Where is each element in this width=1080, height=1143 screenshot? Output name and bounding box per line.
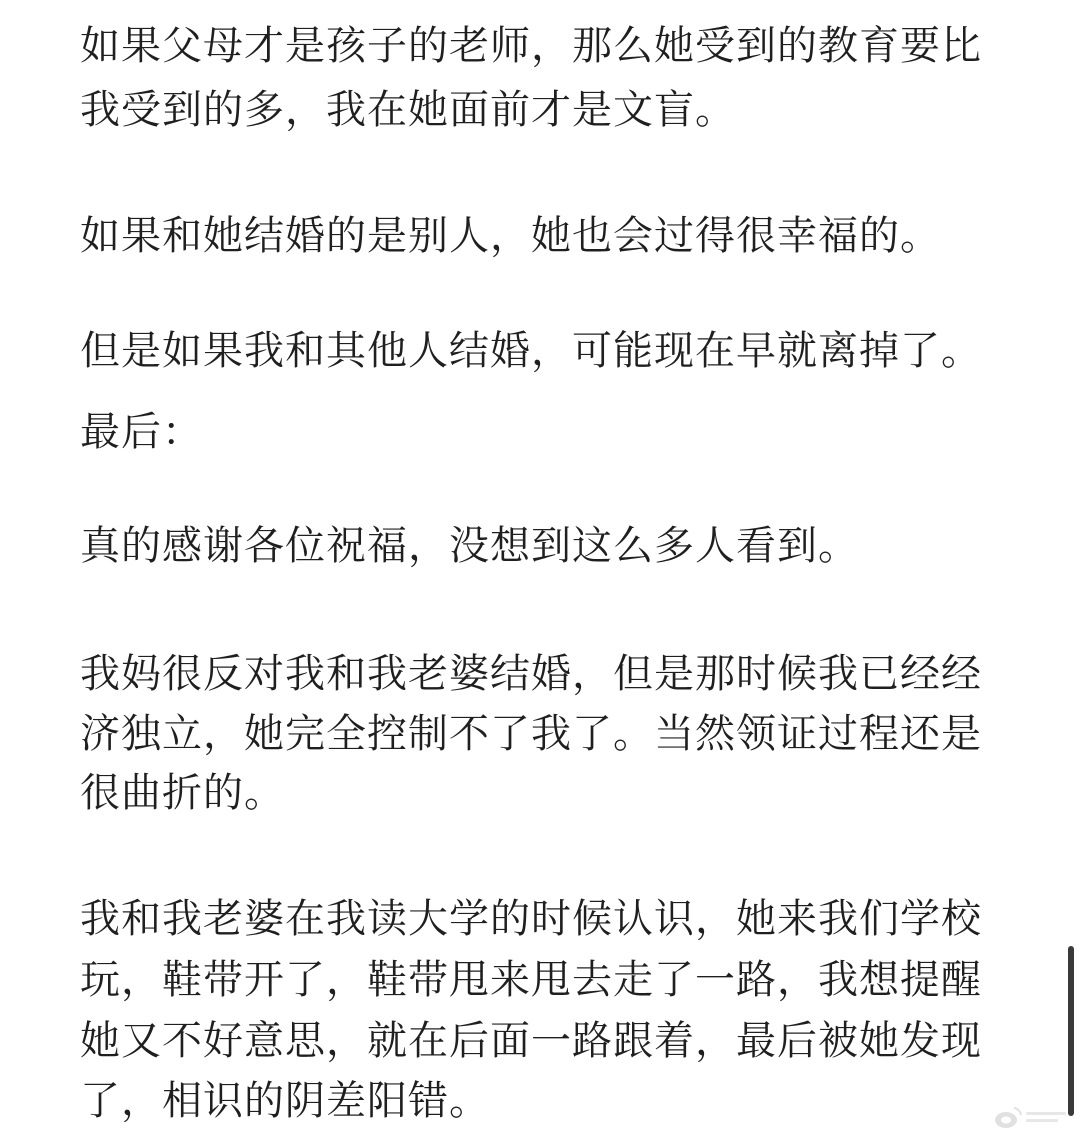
- post-line: 很曲折的。: [80, 770, 285, 816]
- post-line: 真的感谢各位祝福，没想到这么多人看到。: [80, 523, 859, 569]
- post-line: 她又不好意思，就在后面一路跟着，最后被她发现: [80, 1018, 982, 1064]
- watermark: [980, 1097, 1080, 1143]
- post-line: 玩，鞋带开了，鞋带甩来甩去走了一路，我想提醒: [80, 957, 982, 1003]
- weibo-logo-icon: [992, 1104, 1070, 1136]
- post-line: 但是如果我和其他人结婚，可能现在早就离掉了。: [80, 328, 982, 374]
- post-line: 了，相识的阴差阳错。: [80, 1078, 490, 1124]
- post-line: 济独立，她完全控制不了我了。当然领证过程还是: [80, 711, 982, 757]
- post-line: 我和我老婆在我读大学的时候认识，她来我们学校: [80, 896, 982, 942]
- vertical-scrollbar[interactable]: [1068, 946, 1074, 1116]
- post-line: 如果父母才是孩子的老师，那么她受到的教育要比: [80, 23, 982, 69]
- post-line: 如果和她结婚的是别人，她也会过得很幸福的。: [80, 213, 941, 259]
- post-line: 最后：: [80, 409, 203, 455]
- post-line: 我妈很反对我和我老婆结婚，但是那时候我已经经: [80, 651, 982, 697]
- post-line: 我受到的多，我在她面前才是文盲。: [80, 87, 736, 133]
